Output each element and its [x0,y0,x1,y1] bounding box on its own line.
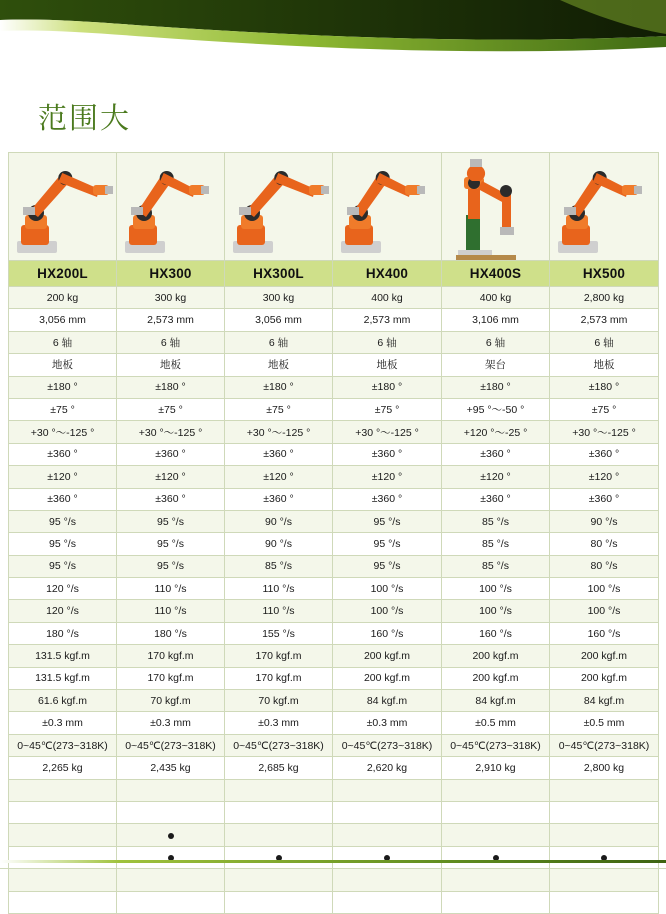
table-cell: 95 °/s [9,510,117,532]
table-cell: 2,573 mm [117,309,225,331]
table-cell: 6 轴 [550,331,659,353]
table-cell: 2,573 mm [550,309,659,331]
table-row [9,443,659,465]
table-row [9,510,659,532]
table-cell: 6 轴 [333,331,442,353]
table-cell: 160 °/s [333,622,442,644]
table-cell [442,891,550,913]
table-cell: 180 °/s [9,622,117,644]
table-cell: 170 kgf.m [117,667,225,689]
table-cell: 80 °/s [550,533,659,555]
footer-rule-thin [0,868,666,869]
table-cell: ±360 ° [9,488,117,510]
table-cell: 200 kgf.m [333,667,442,689]
option-dot [550,846,659,868]
model-header-hx300: HX300 [117,261,225,287]
option-dot [442,846,550,868]
robot-image-cell-hx500 [550,153,659,261]
table-row [9,354,659,376]
table-cell: ±180 ° [442,376,550,398]
table-cell: 100 °/s [442,578,550,600]
table-cell: 6 轴 [442,331,550,353]
robot-image-cell-hx400 [333,153,442,261]
option-dot [333,846,442,868]
table-cell [550,779,659,801]
table-cell: 0~45℃(273~318K) [9,734,117,756]
table-cell [442,779,550,801]
table-cell: 120 °/s [9,578,117,600]
table-row [9,600,659,622]
table-cell: 2,910 kg [442,757,550,779]
table-cell: 2,685 kg [225,757,333,779]
table-cell: 100 °/s [333,600,442,622]
table-cell: 70 kgf.m [117,690,225,712]
table-cell: 110 °/s [225,600,333,622]
model-header-row [9,261,659,287]
table-cell: 85 °/s [225,555,333,577]
model-header-hx500: HX500 [550,261,659,287]
robot-image-cell-hx300 [117,153,225,261]
table-cell: 61.6 kgf.m [9,690,117,712]
table-cell: 地板 [225,354,333,376]
table-cell: 170 kgf.m [225,667,333,689]
robot-image-cell-hx300l [225,153,333,261]
table-cell: 2,265 kg [9,757,117,779]
table-cell: ±0.5 mm [442,712,550,734]
spec-table-wrapper [8,152,658,914]
table-cell [550,801,659,823]
table-cell [333,869,442,891]
table-cell: 地板 [550,354,659,376]
table-cell: ±180 ° [9,376,117,398]
table-cell: +30 °～-125 ° [117,421,225,443]
table-row [9,398,659,420]
page-header-banner [0,0,666,96]
table-cell: 2,573 mm [333,309,442,331]
table-cell: 160 °/s [550,622,659,644]
table-cell: 6 轴 [9,331,117,353]
table-cell: 2,435 kg [117,757,225,779]
table-cell: ±360 ° [117,443,225,465]
table-cell: ±360 ° [225,443,333,465]
table-cell: ±120 ° [333,466,442,488]
table-cell: ±120 ° [117,466,225,488]
table-cell: +95 °～-50 ° [442,398,550,420]
robot-image-cell-hx200l [9,153,117,261]
table-cell: 0~45℃(273~318K) [442,734,550,756]
option-dot [225,846,333,868]
table-cell: 80 °/s [550,555,659,577]
model-header-hx200l: HX200L [9,261,117,287]
model-header-hx400: HX400 [333,261,442,287]
table-cell [9,779,117,801]
table-cell: 90 °/s [550,510,659,532]
table-cell [225,801,333,823]
table-cell: 400 kg [333,287,442,309]
table-cell: 110 °/s [117,600,225,622]
table-cell: 2,800 kg [550,287,659,309]
table-cell: ±75 ° [117,398,225,420]
model-header-hx400s: HX400S [442,261,550,287]
table-cell: 95 °/s [117,555,225,577]
table-cell: ±120 ° [225,466,333,488]
table-cell: 300 kg [225,287,333,309]
table-cell: 100 °/s [550,578,659,600]
table-cell: ±75 ° [333,398,442,420]
table-cell: 85 °/s [442,510,550,532]
table-cell: ±360 ° [333,488,442,510]
table-cell: 131.5 kgf.m [9,667,117,689]
table-cell: 3,106 mm [442,309,550,331]
robot-image-cell-hx400s [442,153,550,261]
table-cell: ±120 ° [442,466,550,488]
table-row [9,824,659,846]
table-cell: ±75 ° [550,398,659,420]
table-cell: 架台 [442,354,550,376]
table-cell: 95 °/s [333,555,442,577]
table-cell: 2,800 kg [550,757,659,779]
robot-hx400-icon [333,153,441,260]
spec-table [8,152,659,914]
table-cell: 90 °/s [225,510,333,532]
table-cell [9,824,117,846]
table-cell: ±180 ° [225,376,333,398]
table-cell: 100 °/s [442,600,550,622]
table-row [9,690,659,712]
table-cell: 170 kgf.m [117,645,225,667]
page-title: 范围大 [38,101,132,135]
table-cell: 84 kgf.m [442,690,550,712]
table-cell: 100 °/s [333,578,442,600]
table-cell: 120 °/s [9,600,117,622]
table-cell [9,869,117,891]
table-cell: 0~45℃(273~318K) [550,734,659,756]
table-cell: 170 kgf.m [225,645,333,667]
model-header-hx300l: HX300L [225,261,333,287]
table-cell: 95 °/s [333,533,442,555]
table-cell [550,891,659,913]
table-row [9,779,659,801]
table-cell: 131.5 kgf.m [9,645,117,667]
table-row [9,757,659,779]
option-dot [117,846,225,868]
table-cell: 180 °/s [117,622,225,644]
table-row [9,667,659,689]
table-row [9,734,659,756]
table-cell: ±360 ° [117,488,225,510]
table-cell: 3,056 mm [9,309,117,331]
table-cell: ±120 ° [550,466,659,488]
table-cell: ±0.3 mm [117,712,225,734]
table-cell: 110 °/s [117,578,225,600]
table-row [9,869,659,891]
table-cell [117,891,225,913]
robot-hx300l-icon [225,153,332,260]
table-cell: ±0.5 mm [550,712,659,734]
footer-rule [0,860,666,863]
table-cell: +30 °～-125 ° [225,421,333,443]
table-cell [442,801,550,823]
table-row [9,488,659,510]
table-cell [442,869,550,891]
table-cell [442,824,550,846]
table-cell [9,891,117,913]
table-row [9,287,659,309]
table-cell: +120 °～-25 ° [442,421,550,443]
option-dot [117,824,225,846]
table-row [9,331,659,353]
table-row [9,645,659,667]
table-cell: 0~45℃(273~318K) [333,734,442,756]
table-cell: 95 °/s [333,510,442,532]
table-cell: ±120 ° [9,466,117,488]
table-cell [333,824,442,846]
table-cell: 200 kgf.m [550,645,659,667]
robot-hx200l-icon [9,153,116,260]
table-cell: 地板 [333,354,442,376]
table-cell: 6 轴 [225,331,333,353]
table-row [9,846,659,868]
table-cell: 110 °/s [225,578,333,600]
table-cell: ±360 ° [333,443,442,465]
table-row [9,555,659,577]
table-cell: 95 °/s [117,533,225,555]
table-cell: 85 °/s [442,533,550,555]
table-cell: +30 °～-125 ° [9,421,117,443]
bullet-icon [168,833,174,839]
table-cell: 200 kg [9,287,117,309]
table-cell [117,779,225,801]
table-cell [225,779,333,801]
table-cell: ±360 ° [442,443,550,465]
table-cell: 95 °/s [9,555,117,577]
table-cell: 90 °/s [225,533,333,555]
table-row [9,376,659,398]
table-cell: 84 kgf.m [550,690,659,712]
table-cell [550,824,659,846]
table-cell: 95 °/s [117,510,225,532]
table-cell: 200 kgf.m [442,645,550,667]
table-cell: 200 kgf.m [333,645,442,667]
table-cell: 2,620 kg [333,757,442,779]
table-cell [225,824,333,846]
table-row [9,421,659,443]
table-cell [117,801,225,823]
table-cell: ±360 ° [225,488,333,510]
table-cell: ±180 ° [333,376,442,398]
table-cell: ±360 ° [550,488,659,510]
table-cell: 85 °/s [442,555,550,577]
table-cell [333,779,442,801]
table-cell: ±75 ° [225,398,333,420]
table-cell: 95 °/s [9,533,117,555]
table-cell: 地板 [9,354,117,376]
table-cell: 0~45℃(273~318K) [225,734,333,756]
table-cell [225,869,333,891]
table-cell [333,891,442,913]
table-cell [9,801,117,823]
table-cell: 0~45℃(273~318K) [117,734,225,756]
table-cell: ±180 ° [117,376,225,398]
table-cell: 100 °/s [550,600,659,622]
table-cell [550,869,659,891]
table-cell [117,869,225,891]
table-cell: 160 °/s [442,622,550,644]
table-cell: ±0.3 mm [9,712,117,734]
robot-hx300-icon [117,153,224,260]
table-cell: 300 kg [117,287,225,309]
table-cell: +30 °～-125 ° [333,421,442,443]
table-cell: 200 kgf.m [550,667,659,689]
table-cell [225,891,333,913]
table-cell [9,846,117,868]
table-cell: ±180 ° [550,376,659,398]
table-row [9,309,659,331]
robot-hx500-icon [550,153,658,260]
table-cell: ±0.3 mm [225,712,333,734]
robot-image-row [9,153,659,261]
table-row [9,622,659,644]
table-cell: ±360 ° [9,443,117,465]
table-cell: 155 °/s [225,622,333,644]
table-cell: ±360 ° [550,443,659,465]
table-row [9,891,659,913]
robot-hx400s-icon [442,153,549,260]
table-cell: 400 kg [442,287,550,309]
table-cell: 84 kgf.m [333,690,442,712]
table-cell: ±75 ° [9,398,117,420]
table-cell: 3,056 mm [225,309,333,331]
table-cell: ±0.3 mm [333,712,442,734]
table-cell: 200 kgf.m [442,667,550,689]
table-row [9,533,659,555]
table-row [9,466,659,488]
table-cell [333,801,442,823]
table-cell: 地板 [117,354,225,376]
table-row [9,578,659,600]
table-row [9,801,659,823]
table-row [9,712,659,734]
table-cell: +30 °～-125 ° [550,421,659,443]
table-cell: 6 轴 [117,331,225,353]
table-cell: ±360 ° [442,488,550,510]
table-cell: 70 kgf.m [225,690,333,712]
